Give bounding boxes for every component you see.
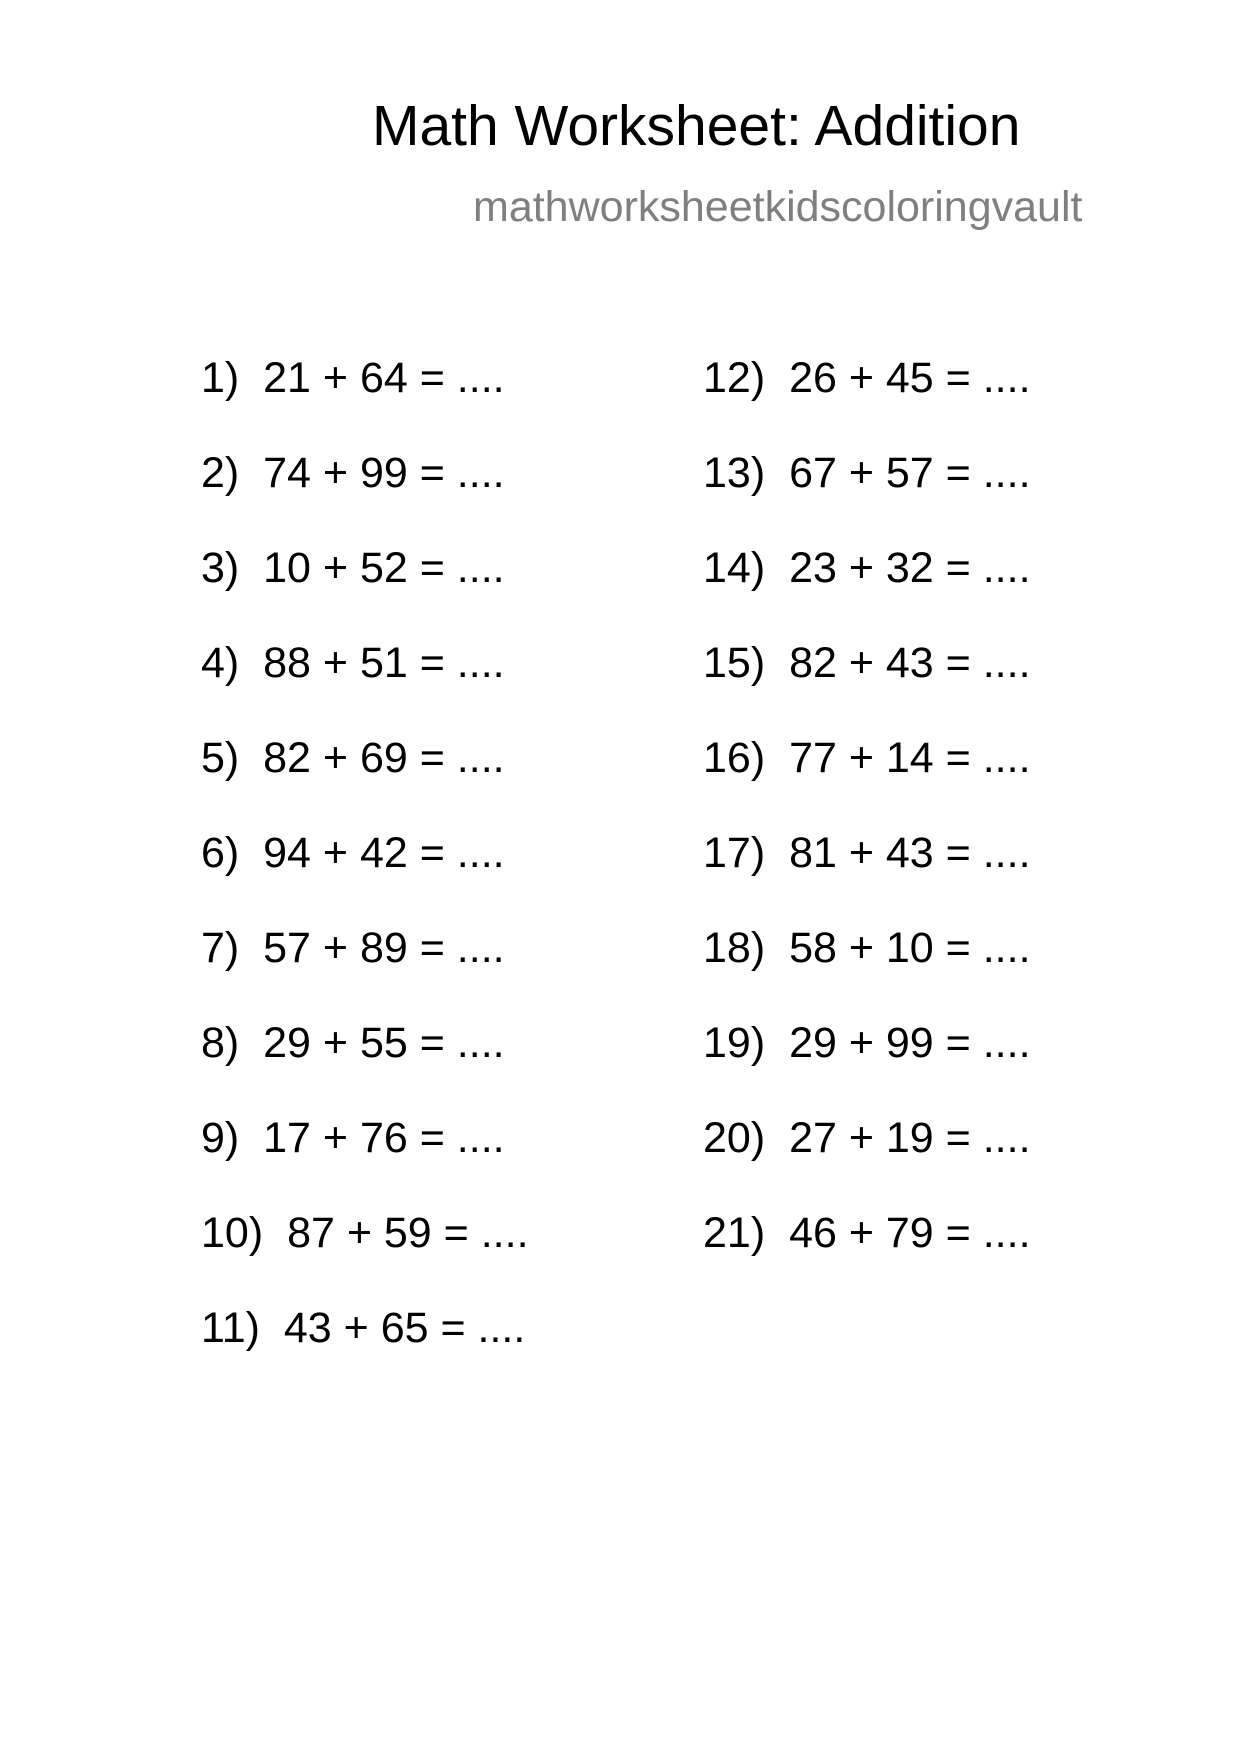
problem-expression: 26 + 45 = ....: [789, 354, 1031, 402]
problem-expression: 67 + 57 = ....: [789, 449, 1031, 497]
problem-13: [703, 449, 1031, 497]
problem-number: 21): [703, 1209, 766, 1257]
problem-expression: 88 + 51 = ....: [263, 639, 505, 687]
problem-expression: 82 + 43 = ....: [789, 639, 1031, 687]
problem-number: 6): [201, 829, 240, 877]
problem-expression: 46 + 79 = ....: [789, 1209, 1031, 1257]
problem-1: [201, 354, 505, 402]
problem-number: 3): [201, 544, 240, 592]
problem-number: 13): [703, 449, 766, 497]
problem-number: 16): [703, 734, 766, 782]
worksheet-title: Math Worksheet: Addition: [372, 94, 1021, 158]
problem-number: 7): [201, 924, 240, 972]
problem-number: 1): [201, 354, 240, 402]
problem-number: 10): [201, 1209, 264, 1257]
problem-2: [201, 449, 505, 497]
problem-3: [201, 544, 505, 592]
problem-expression: 17 + 76 = ....: [263, 1114, 505, 1162]
problem-12: [703, 354, 1031, 402]
problem-number: 17): [703, 829, 766, 877]
problem-number: 19): [703, 1019, 766, 1067]
problem-expression: 29 + 99 = ....: [789, 1019, 1031, 1067]
problem-expression: 82 + 69 = ....: [263, 734, 505, 782]
problem-5: [201, 734, 505, 782]
problem-number: 5): [201, 734, 240, 782]
worksheet-subtitle: mathworksheetkidscoloringvault: [473, 183, 1083, 231]
problem-expression: 77 + 14 = ....: [789, 734, 1031, 782]
problem-expression: 74 + 99 = ....: [263, 449, 505, 497]
problem-7: [201, 924, 505, 972]
problem-expression: 87 + 59 = ....: [287, 1209, 529, 1257]
problem-11: [201, 1304, 526, 1352]
problem-expression: 23 + 32 = ....: [789, 544, 1031, 592]
problem-10: [201, 1209, 529, 1257]
problem-19: [703, 1019, 1031, 1067]
problem-8: [201, 1019, 505, 1067]
problem-18: [703, 924, 1031, 972]
problem-16: [703, 734, 1031, 782]
problem-expression: 57 + 89 = ....: [263, 924, 505, 972]
problem-number: 12): [703, 354, 766, 402]
problem-expression: 29 + 55 = ....: [263, 1019, 505, 1067]
problem-expression: 43 + 65 = ....: [283, 1304, 526, 1352]
problem-number: 14): [703, 544, 766, 592]
problem-expression: 10 + 52 = ....: [263, 544, 505, 592]
problem-number: 18): [703, 924, 766, 972]
problem-number: 8): [201, 1019, 240, 1067]
problem-expression: 81 + 43 = ....: [789, 829, 1031, 877]
problem-number: 11): [201, 1304, 260, 1352]
problem-number: 20): [703, 1114, 766, 1162]
problem-6: [201, 829, 505, 877]
problem-expression: 58 + 10 = ....: [789, 924, 1031, 972]
problem-17: [703, 829, 1031, 877]
problem-number: 15): [703, 639, 766, 687]
problem-4: [201, 639, 505, 687]
problem-number: 4): [201, 639, 240, 687]
problem-21: [703, 1209, 1031, 1257]
problem-15: [703, 639, 1031, 687]
problem-number: 9): [201, 1114, 240, 1162]
problem-14: [703, 544, 1031, 592]
problem-number: 2): [201, 449, 240, 497]
problem-expression: 94 + 42 = ....: [263, 829, 505, 877]
problem-20: [703, 1114, 1031, 1162]
problem-9: [201, 1114, 505, 1162]
problem-expression: 21 + 64 = ....: [263, 354, 505, 402]
problem-expression: 27 + 19 = ....: [789, 1114, 1031, 1162]
